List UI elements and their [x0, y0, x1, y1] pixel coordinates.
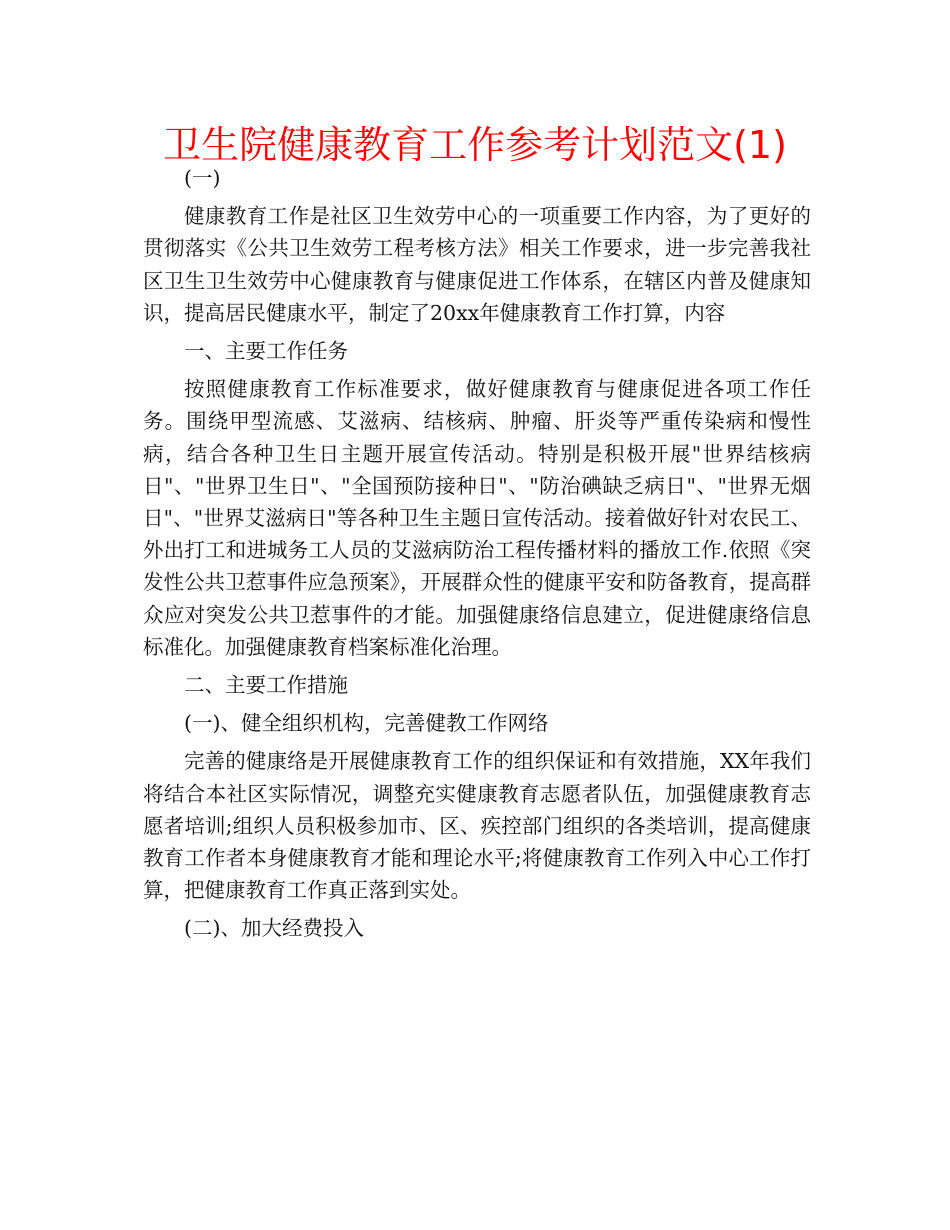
section-marker: (一): [184, 166, 221, 190]
document-body: [143, 162, 811, 945]
section-heading-tasks: 一、主要工作任务: [184, 339, 348, 364]
subsection-heading-organization: (一)、健全组织机构，完善健教工作网络: [184, 711, 549, 736]
tasks-paragraph: 按照健康教育工作标准要求，做好健康教育与健康促进各项工作任务。围绕甲型流感、艾滋病、结核病、肿瘤、肝炎等严重传染病和慢性病，结合各种卫生日主题开展宣传活动。特别是积极开展"世界结核病日"、"世界卫生日"、"全国预防接种日"、"防治碘缺乏病日"、"世界无烟日"、"世界艾滋病日"等各种卫生主题日宣传活动。接着做好针对农民工、外出打工和进城务工人员的艾滋病防治工程传播材料的播放工作.依照《突发性公共卫惹事件应急预案》，开展群众性的健康平安和防备教育，提高群众应对突发公共卫惹事件的才能。加强健康络信息建立，促进健康络信息标准化。加强健康教育档案标准化治理。: [143, 377, 811, 659]
organization-paragraph: 完善的健康络是开展健康教育工作的组织保证和有效措施，XX年我们将结合本社区实际情况，调整充实健康教育志愿者队伍，加强健康教育志愿者培训;组织人员积极参加市、区、疾控部门组织的各类培训，提高健康教育工作者本身健康教育才能和理论水平;将健康教育工作列入中心工作打算，把健康教育工作真正落到实处。: [143, 749, 811, 903]
document-title: 卫生院健康教育工作参考计划范文(1): [163, 123, 787, 167]
subsection-heading-funding: (二)、加大经费投入: [184, 916, 364, 941]
section-heading-measures: 二、主要工作措施: [184, 673, 348, 698]
intro-paragraph: 健康教育工作是社区卫生效劳中心的一项重要工作内容，为了更好的贯彻落实《公共卫生效劳工程考核方法》相关工作要求，进一步完善我社区卫生卫生效劳中心健康教育与健康促进工作体系，在辖区内普及健康知识，提高居民健康水平，制定了20xx年健康教育工作打算，内容: [143, 204, 811, 325]
